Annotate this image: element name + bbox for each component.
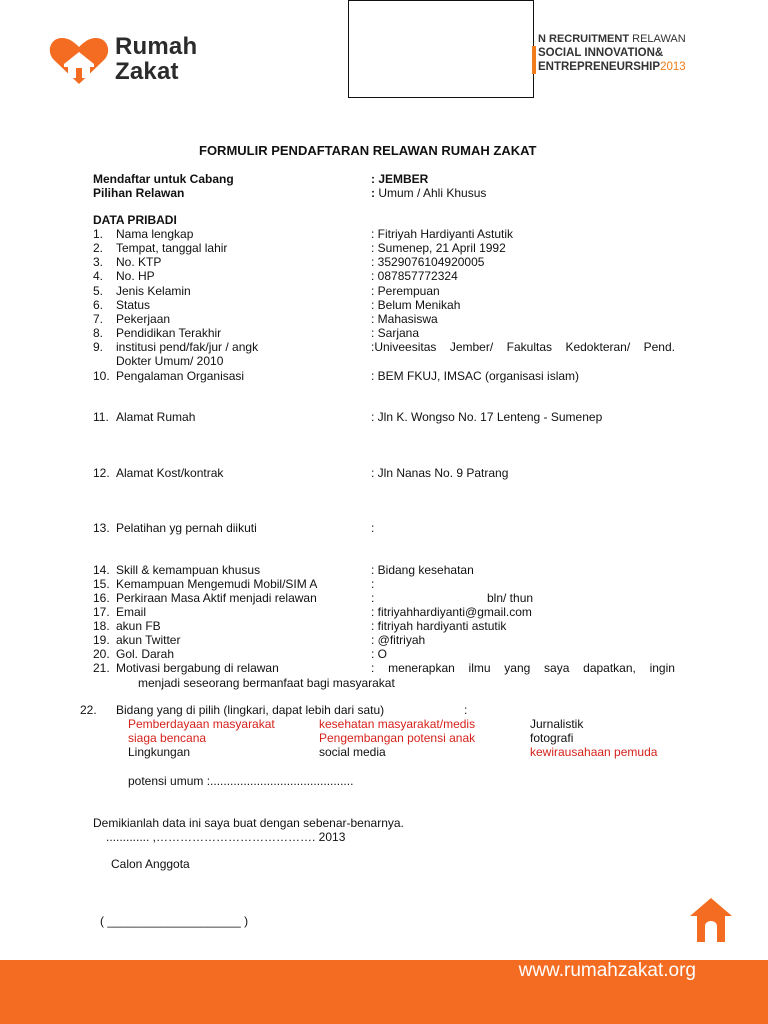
pilihan-value — [371, 186, 486, 200]
item-value: : 087857772324 — [371, 269, 458, 283]
item-value: : Sumenep, 21 April 1992 — [371, 241, 506, 255]
item-label: akun FB — [116, 619, 161, 633]
item-label: Tempat, tanggal lahir — [116, 241, 228, 255]
item22-label: Bidang yang di pilih (lingkari, dapat lebih dari satu) — [116, 703, 385, 717]
option-pemberdayaan[interactable]: Pemberdayaan masyarakat — [128, 717, 275, 731]
option-kesehatan[interactable]: kesehatan masyarakat/medis — [319, 717, 476, 731]
option-lingkungan[interactable]: Lingkungan — [128, 745, 191, 759]
item-value-continuation: Dokter Umum/ 2010 — [116, 354, 224, 368]
item-num: 7. — [93, 312, 104, 326]
pilihan-label: Pilihan Relawan — [93, 186, 185, 200]
item-label: Skill & kemampuan khusus — [116, 563, 261, 577]
item22-colon: : — [464, 703, 468, 717]
item-value: : 3529076104920005 — [371, 255, 485, 269]
item-value: : — [371, 521, 375, 535]
item-num: 17. — [93, 605, 110, 619]
item-label: Kemampuan Mengemudi Mobil/SIM A — [116, 577, 318, 591]
item-label: Alamat Rumah — [116, 410, 196, 424]
accent-bar — [532, 46, 536, 74]
option-social-media[interactable]: social media — [319, 745, 386, 759]
item-value: : fitriyahhardiyanti@gmail.com — [371, 605, 532, 619]
item-value-word: dapatkan, — [583, 661, 636, 675]
item-value: : — [371, 591, 375, 605]
signature-line: ( ____________________ ) — [100, 914, 249, 928]
cabang-label: Mendaftar untuk Cabang — [93, 172, 234, 186]
footer-url[interactable]: www.rumahzakat.org — [518, 960, 696, 981]
item-label: Perkiraan Masa Aktif menjadi relawan — [116, 591, 317, 605]
item-num: 16. — [93, 591, 110, 605]
item-label: Motivasi bergabung di relawan — [116, 661, 279, 675]
item-value: : @fitriyah — [371, 633, 426, 647]
item-num: 9. — [93, 340, 104, 354]
item-value: : Mahasiswa — [371, 312, 438, 326]
item-value-word: Pend. — [643, 340, 675, 354]
recruitment-line1-rest: RELAWAN — [629, 33, 686, 45]
option-jurnalistik[interactable]: Jurnalistik — [530, 717, 584, 731]
item-num: 13. — [93, 521, 110, 535]
item-label: Pelatihan yg pernah diikuti — [116, 521, 257, 535]
item-num: 21. — [93, 661, 110, 675]
item-value: : Perempuan — [371, 284, 440, 298]
item-value: : Jln Nanas No. 9 Patrang — [371, 466, 509, 480]
item-num: 18. — [93, 619, 110, 633]
pilihan-value-text: Umum / Ahli Khusus — [375, 186, 487, 200]
item-value: : Bidang kesehatan — [371, 563, 474, 577]
item-num: 6. — [93, 298, 104, 312]
item-num: 1. — [93, 227, 104, 241]
recruitment-header — [538, 32, 686, 74]
item-value: : Sarjana — [371, 326, 420, 340]
recruitment-line2: SOCIAL INNOVATION& — [538, 47, 664, 59]
item-label: Nama lengkap — [116, 227, 194, 241]
item-value-word: menerapkan — [388, 661, 455, 675]
item-label: No. HP — [116, 269, 155, 283]
item22-num: 22. — [80, 703, 97, 717]
option-pengembangan[interactable]: Pengembangan potensi anak — [319, 731, 476, 745]
option-kewirausahaan[interactable]: kewirausahaan pemuda — [530, 745, 658, 759]
section-title: DATA PRIBADI — [93, 213, 177, 227]
item-value-justified — [371, 661, 675, 675]
logo-text-line1: Rumah — [115, 33, 198, 60]
item-label: akun Twitter — [116, 633, 181, 647]
item-num: 12. — [93, 466, 110, 480]
item-value: : Belum Menikah — [371, 298, 461, 312]
closing-statement: Demikianlah data ini saya buat dengan sebenar-benarnya. — [93, 816, 404, 830]
logo-text-line2: Zakat — [115, 58, 179, 85]
item-value-justified — [371, 340, 675, 354]
house-icon — [688, 896, 734, 944]
pilihan-colon: : — [371, 186, 375, 200]
item-num: 2. — [93, 241, 104, 255]
recruitment-line1-bold: N RECRUITMENT — [538, 33, 630, 45]
item-value: : BEM FKUJ, IMSAC (organisasi islam) — [371, 369, 580, 383]
item-num: 8. — [93, 326, 104, 340]
item-num: 5. — [93, 284, 104, 298]
item-value: : O — [371, 647, 388, 661]
option-siaga-bencana[interactable]: siaga bencana — [128, 731, 207, 745]
item-label: Status — [116, 298, 151, 312]
item-label: Pengalaman Organisasi — [116, 369, 245, 383]
item-value-word: Jember/ — [449, 340, 494, 354]
item-label: No. KTP — [116, 255, 162, 269]
calon-anggota: Calon Anggota — [111, 857, 190, 871]
item-value-word: Kedokteran/ — [565, 340, 631, 354]
photo-box — [348, 0, 534, 98]
item-num: 20. — [93, 647, 110, 661]
item-value: : Fitriyah Hardiyanti Astutik — [371, 227, 514, 241]
item-num: 3. — [93, 255, 104, 269]
item-value: : Jln K. Wongso No. 17 Lenteng - Sumenep — [371, 410, 603, 424]
recruitment-year: 2013 — [660, 61, 686, 73]
item-label: Email — [116, 605, 147, 619]
item-num: 19. — [93, 633, 110, 647]
item-num: 4. — [93, 269, 104, 283]
item-value-continuation: menjadi seseorang bermanfaat bagi masyarakat — [138, 676, 395, 690]
item-value-word: ingin — [649, 661, 675, 675]
logo — [48, 32, 248, 88]
item-value: : fitriyah hardiyanti astutik — [371, 619, 507, 633]
item-num: 11. — [93, 410, 109, 424]
item-label: Pekerjaan — [116, 312, 171, 326]
cabang-value: : JEMBER — [371, 172, 429, 186]
option-fotografi[interactable]: fotografi — [530, 731, 574, 745]
item-label: institusi pend/fak/jur / angk — [116, 340, 259, 354]
item-label: Pendidikan Terakhir — [116, 326, 222, 340]
item-num: 15. — [93, 577, 110, 591]
item-label: Gol. Darah — [116, 647, 175, 661]
item-value-word: saya — [544, 661, 570, 675]
item-value-word: : — [371, 661, 375, 675]
item-value-word: ilmu — [468, 661, 491, 675]
house-heart-icon — [48, 34, 110, 86]
recruitment-line3-bold: ENTREPRENEURSHIP — [538, 61, 661, 73]
item-value-word: yang — [504, 661, 531, 675]
date-line: ............. ,…………………………………. 2013 — [106, 830, 346, 844]
item-value-word: Fakultas — [506, 340, 552, 354]
item-value-word: :Univeesitas — [371, 340, 437, 354]
item-value: : — [371, 577, 375, 591]
potensi-umum: potensi umum :........................................... — [128, 774, 354, 788]
item-label: Jenis Kelamin — [116, 284, 191, 298]
item-num: 10. — [93, 369, 110, 383]
item-label: Alamat Kost/kontrak — [116, 466, 224, 480]
item-value-extra: bln/ thun — [487, 591, 534, 605]
item-num: 14. — [93, 563, 110, 577]
form-title: FORMULIR PENDAFTARAN RELAWAN RUMAH ZAKAT — [199, 143, 537, 158]
